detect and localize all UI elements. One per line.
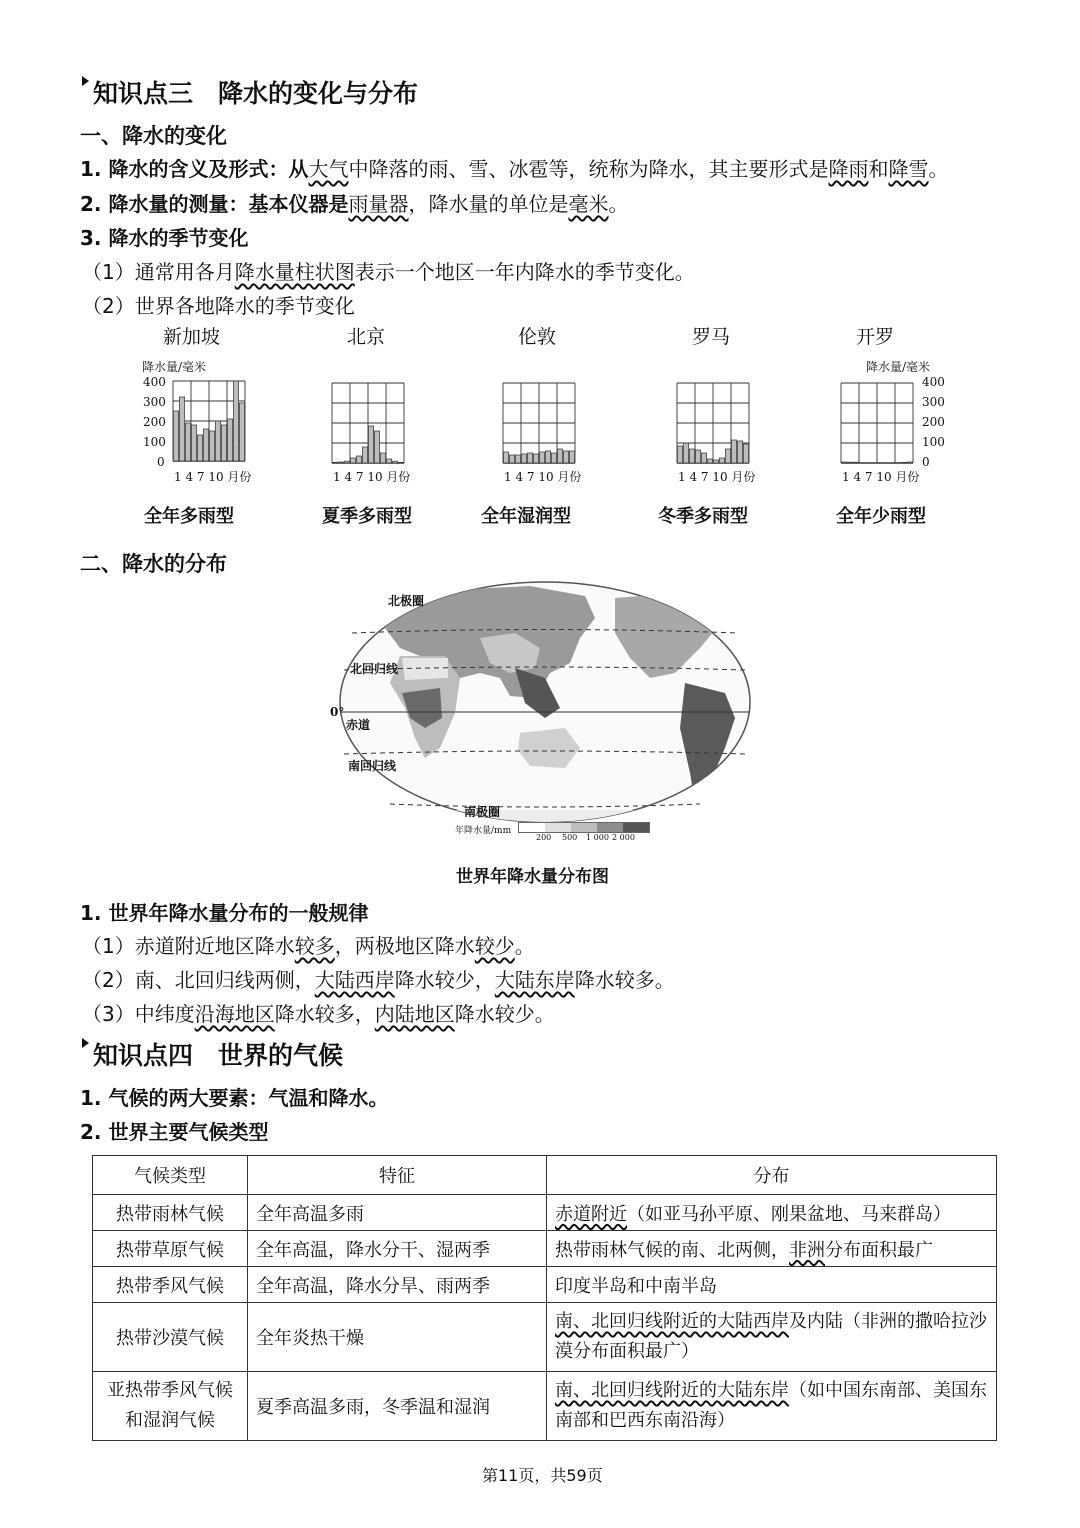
- bar-month-6: [362, 447, 367, 463]
- bar-month-3: [185, 423, 190, 461]
- ylabel-left: 降水量/毫米: [142, 360, 207, 374]
- bar-month-12: [907, 462, 912, 463]
- bar-month-11: [901, 462, 906, 463]
- bar-month-5: [197, 435, 202, 461]
- bar-month-6: [707, 459, 712, 463]
- cell-type: 热带雨林气候: [93, 1195, 248, 1231]
- bar-month-10: [227, 419, 232, 461]
- bar-month-1: [173, 411, 178, 461]
- xticks-cairo: 1 4 7 10 月份: [842, 470, 920, 484]
- type-label-singapore: 全年多雨型: [144, 506, 234, 527]
- bar-month-10: [386, 459, 391, 463]
- bar-month-9: [551, 453, 556, 463]
- climate-table: [92, 1155, 997, 1441]
- city-label-beijing: 北京: [347, 326, 386, 348]
- ytick-right-200: 200: [922, 415, 945, 429]
- legend-swatch-2: [545, 823, 571, 832]
- map-label-tropic-s: 南回归线: [348, 759, 397, 773]
- type-label-beijing: 夏季多雨型: [322, 506, 412, 527]
- bar-month-8: [215, 421, 220, 461]
- map-label-equator: 赤道: [346, 718, 371, 732]
- cell-feature: 夏季高温多雨，冬季温和湿润: [248, 1372, 547, 1441]
- rule-2: （2）南、北回归线两侧，大陆西岸降水较少，大陆东岸降水较多。: [82, 968, 675, 992]
- bar-month-7: [368, 426, 373, 463]
- legend-swatch-1: [519, 823, 545, 832]
- map-label-arctic: 北极圈: [388, 594, 425, 608]
- table-row: [93, 1231, 997, 1267]
- line-precip-definition: 1. 降水的含义及形式：从大气中降落的雨、雪、冰雹等，统称为降水，其主要形式是降雨和降雪。: [80, 157, 949, 181]
- cell-distribution: 热带雨林气候的南、北两侧，非洲分布面积最广: [547, 1231, 997, 1267]
- city-label-london: 伦敦: [518, 326, 557, 348]
- table-row: [93, 1267, 997, 1303]
- bar-month-8: [374, 431, 379, 463]
- precip-chart-beijing: [331, 382, 405, 464]
- map-legend-bar: [518, 822, 650, 833]
- ytick-left-0: 0: [157, 455, 165, 469]
- bar-month-2: [509, 455, 514, 463]
- map-label-antarctic: 南极圈: [464, 805, 501, 819]
- kp4-line-2: 2. 世界主要气候类型: [80, 1120, 269, 1144]
- xticks-beijing: 1 4 7 10 月份: [333, 470, 411, 484]
- bar-month-12: [743, 444, 748, 463]
- section-marker-icon: [82, 76, 89, 86]
- rule-1: （1）赤道附近地区降水较多，两极地区降水较少。: [82, 934, 535, 958]
- header-feature: 特征: [248, 1156, 547, 1195]
- bar-month-4: [695, 450, 700, 463]
- xticks-london: 1 4 7 10 月份: [504, 470, 582, 484]
- legend-swatch-5: [623, 823, 649, 832]
- bar-month-6: [203, 429, 208, 461]
- bar-month-10: [731, 440, 736, 463]
- bar-month-6: [533, 454, 538, 463]
- bar-month-5: [527, 453, 532, 463]
- ytick-right-100: 100: [922, 435, 945, 449]
- bar-month-12: [569, 451, 574, 463]
- cell-distribution: 南、北回归线附近的大陆东岸（如中国东南部、美国东南部和巴西东南沿海）: [547, 1372, 997, 1441]
- header-distribution: 分布: [547, 1156, 997, 1195]
- bar-month-8: [719, 458, 724, 463]
- cell-distribution: 赤道附近（如亚马孙平原、刚果盆地、马来群岛）: [547, 1195, 997, 1231]
- section-precip-distribution-title: 二、降水的分布: [80, 552, 227, 576]
- ytick-right-400: 400: [922, 375, 945, 389]
- map-legend-label: 年降水量/mm: [455, 826, 512, 836]
- bar-month-12: [239, 403, 244, 461]
- city-label-singapore: 新加坡: [163, 326, 221, 348]
- ytick-left-300: 300: [143, 395, 166, 409]
- bar-month-1: [503, 452, 508, 463]
- section-precip-change-title: 一、降水的变化: [80, 124, 227, 148]
- bar-month-7: [539, 452, 544, 463]
- cell-feature: 全年高温，降水分干、湿两季: [248, 1231, 547, 1267]
- bar-month-5: [701, 453, 706, 463]
- bar-month-12: [398, 462, 403, 463]
- legend-swatch-3: [571, 823, 597, 832]
- bar-month-7: [713, 460, 718, 463]
- type-label-cairo: 全年少雨型: [836, 506, 926, 527]
- bar-month-9: [380, 453, 385, 463]
- bar-month-11: [563, 451, 568, 463]
- bar-month-2: [338, 462, 343, 463]
- bar-month-11: [737, 441, 742, 463]
- table-header-row: [93, 1156, 997, 1195]
- legend-tick-200: 200: [536, 833, 552, 842]
- world-precip-map: [330, 578, 760, 848]
- map-label-zero: 0°: [330, 705, 345, 719]
- bar-month-1: [841, 462, 846, 463]
- bar-month-9: [725, 449, 730, 463]
- line-seasonal-heading: 3. 降水的季节变化: [80, 226, 249, 250]
- cell-type: 热带草原气候: [93, 1231, 248, 1267]
- type-label-london: 全年湿润型: [481, 506, 571, 527]
- ytick-right-300: 300: [922, 395, 945, 409]
- bar-month-4: [191, 425, 196, 461]
- legend-tick-1000: 1 000: [586, 833, 609, 842]
- precip-chart-singapore: [172, 380, 246, 464]
- bar-month-11: [392, 461, 397, 463]
- ytick-left-400: 400: [143, 375, 166, 389]
- bar-month-4: [521, 454, 526, 463]
- map-label-tropic-n: 北回归线: [350, 662, 399, 676]
- kp4-title: 知识点四 世界的气候: [82, 1036, 343, 1072]
- bar-month-3: [344, 461, 349, 463]
- bar-month-3: [689, 449, 694, 463]
- bar-month-8: [545, 451, 550, 463]
- precip-chart-cairo: [840, 382, 914, 464]
- bar-month-11: [233, 381, 238, 461]
- section-marker-icon: [82, 1038, 89, 1048]
- ytick-left-100: 100: [143, 435, 166, 449]
- bar-month-3: [515, 455, 520, 463]
- bar-month-3: [853, 462, 858, 463]
- bar-month-7: [209, 431, 214, 461]
- kp3-title: 知识点三 降水的变化与分布: [82, 74, 418, 110]
- bar-month-1: [677, 446, 682, 463]
- xticks-rome: 1 4 7 10 月份: [678, 470, 756, 484]
- cell-type: 热带季风气候: [93, 1267, 248, 1303]
- line-precip-measure: 2. 降水量的测量：基本仪器是雨量器，降水量的单位是毫米。: [80, 192, 629, 216]
- header-type: 气候类型: [93, 1156, 248, 1195]
- cell-feature: 全年高温多雨: [248, 1195, 547, 1231]
- kp4-line-1: 1. 气候的两大要素：气温和降水。: [80, 1086, 389, 1110]
- bar-month-2: [847, 462, 852, 463]
- city-label-rome: 罗马: [692, 326, 731, 348]
- bar-month-1: [332, 462, 337, 463]
- table-row: [93, 1372, 997, 1441]
- cell-type: 热带沙漠气候: [93, 1303, 248, 1372]
- city-label-cairo: 开罗: [856, 326, 895, 348]
- legend-tick-2000: 2 000: [612, 833, 635, 842]
- rule-3: （3）中纬度沿海地区降水较多，内陆地区降水较少。: [82, 1002, 555, 1026]
- cell-feature: 全年炎热干燥: [248, 1303, 547, 1372]
- bar-month-2: [179, 397, 184, 461]
- bar-month-4: [350, 458, 355, 463]
- bar-month-9: [221, 425, 226, 461]
- bar-month-2: [683, 443, 688, 463]
- table-row: [93, 1303, 997, 1372]
- rules-title: 1. 世界年降水量分布的一般规律: [80, 901, 369, 925]
- precip-chart-rome: [676, 382, 750, 464]
- bar-month-5: [356, 456, 361, 463]
- cell-distribution: 印度半岛和中南半岛: [547, 1267, 997, 1303]
- ylabel-right: 降水量/毫米: [866, 360, 931, 374]
- xticks-singapore: 1 4 7 10 月份: [174, 470, 252, 484]
- bar-month-10: [557, 449, 562, 463]
- page-footer: 第11页，共59页: [482, 1466, 603, 1485]
- ytick-right-0: 0: [922, 455, 930, 469]
- map-title: 世界年降水量分布图: [456, 867, 609, 887]
- cell-type: 亚热带季风气候 和湿润气候: [93, 1372, 248, 1441]
- line-seasonal-2: （2）世界各地降水的季节变化: [82, 294, 355, 318]
- legend-swatch-4: [597, 823, 623, 832]
- legend-tick-500: 500: [562, 833, 578, 842]
- type-label-rome: 冬季多雨型: [658, 506, 748, 527]
- cell-distribution: 南、北回归线附近的大陆西岸及内陆（非洲的撒哈拉沙漠分布面积最广）: [547, 1303, 997, 1372]
- table-row: [93, 1195, 997, 1231]
- ytick-left-200: 200: [143, 415, 166, 429]
- line-seasonal-1: （1）通常用各月降水量柱状图表示一个地区一年内降水的季节变化。: [82, 260, 695, 284]
- precip-chart-london: [502, 382, 576, 464]
- cell-feature: 全年高温，降水分旱、雨两季: [248, 1267, 547, 1303]
